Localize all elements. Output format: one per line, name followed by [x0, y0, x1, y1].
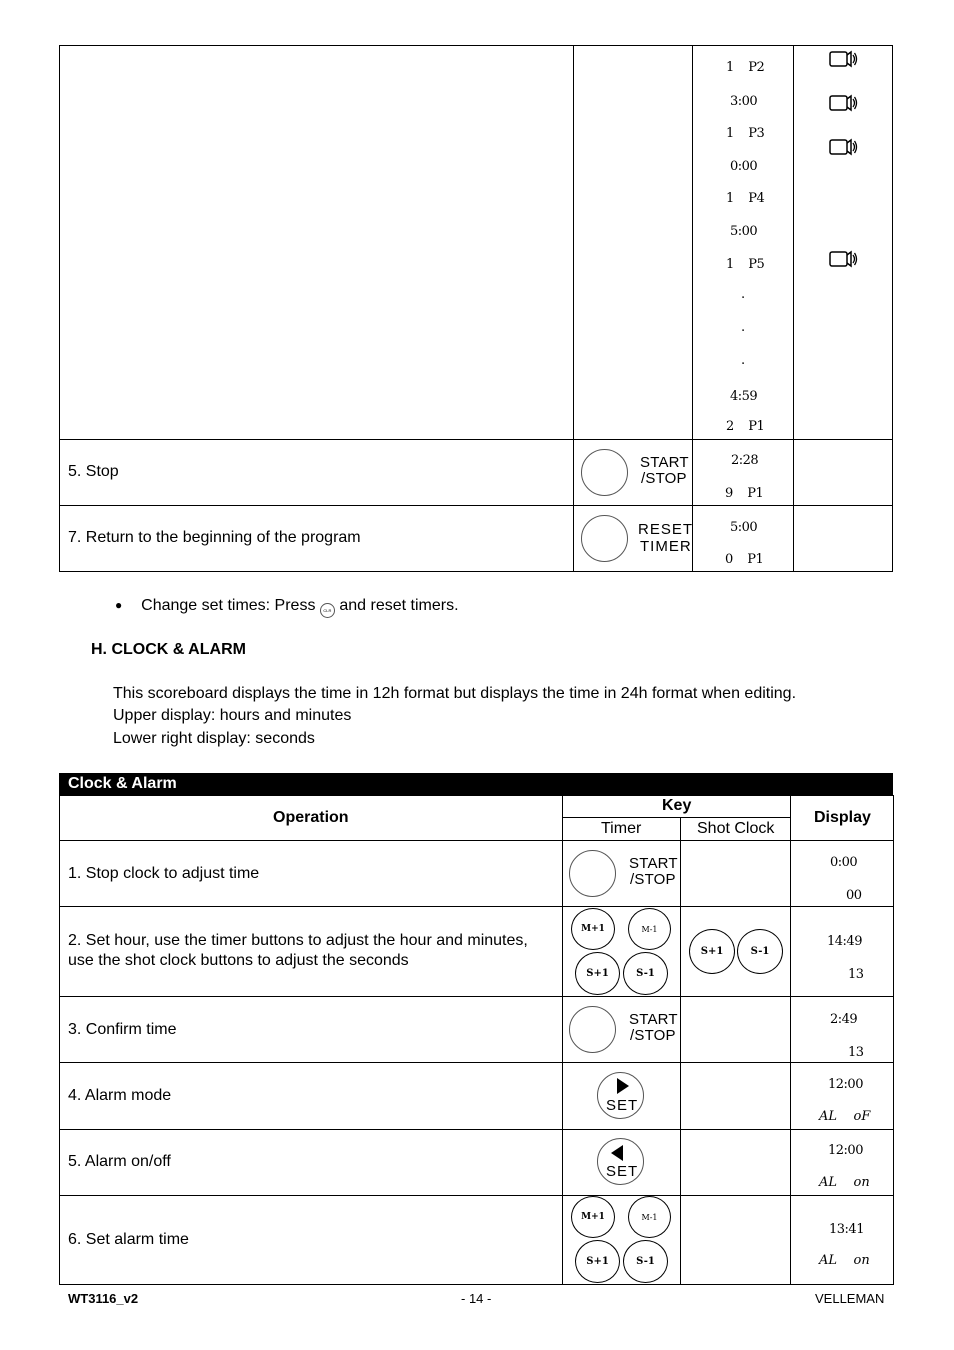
second-minus-button: S-1 — [623, 1240, 668, 1283]
display-value: 0 P1 — [725, 552, 764, 567]
header-display: Display — [814, 809, 871, 826]
bullet-text: Change set times: Press — [141, 597, 316, 614]
operation-text: 7. Return to the beginning of the program — [68, 529, 361, 546]
shot-second-plus-button: S+1 — [689, 929, 735, 974]
display-value: 9 P1 — [725, 486, 764, 501]
key-label: SET — [606, 1097, 639, 1114]
reset-timer-button — [581, 515, 628, 562]
bullet-text-after: and reset timers. — [339, 597, 459, 614]
footer-right: VELLEMAN — [815, 1291, 885, 1306]
display-value: . — [741, 320, 745, 335]
footer-left: WT3116_v2 — [68, 1291, 139, 1306]
operation-text: 5. Alarm on/off — [68, 1153, 171, 1170]
play-right-icon — [616, 1078, 630, 1094]
buzzer-icon — [829, 93, 859, 115]
key-label: /STOP — [630, 871, 676, 888]
second-minus-button: S-1 — [623, 952, 668, 995]
footer-page-number: - 14 - — [461, 1291, 492, 1306]
display-value: 3:00 — [730, 94, 758, 109]
key-label: /STOP — [641, 470, 687, 487]
operation-text: 1. Stop clock to adjust time — [68, 865, 260, 882]
display-value: 1 P2 — [726, 60, 765, 75]
buzzer-icon — [829, 137, 859, 159]
display-value: 2 P1 — [726, 419, 765, 434]
display-value: 13:41 — [829, 1222, 864, 1237]
display-value: 12:00 — [828, 1077, 863, 1092]
key-label: TIMER — [640, 538, 692, 555]
operation-text: 3. Confirm time — [68, 1021, 177, 1038]
start-stop-button — [569, 850, 616, 897]
display-value: . — [741, 287, 745, 302]
section-line: This scoreboard displays the time in 12h format but displays the time in 24h format when editing. — [113, 685, 797, 702]
key-label: START — [640, 454, 689, 471]
display-value: 14:49 — [827, 934, 862, 949]
key-label: START — [629, 855, 678, 872]
display-value: AL on — [819, 1175, 870, 1190]
key-label: SET — [606, 1163, 639, 1180]
display-value: 0:00 — [730, 159, 758, 174]
section-line: Lower right display: seconds — [113, 730, 315, 747]
shot-second-minus-button: S-1 — [737, 929, 783, 974]
display-value: 1 P5 — [726, 257, 765, 272]
second-plus-button: S+1 — [575, 952, 620, 995]
display-value: AL on — [819, 1253, 870, 1268]
display-value: AL oF — [819, 1109, 871, 1124]
buzzer-icon — [829, 249, 859, 271]
display-value: 13 — [848, 1045, 864, 1060]
header-timer: Timer — [601, 820, 642, 837]
operation-text: 4. Alarm mode — [68, 1087, 172, 1104]
display-value: 00 — [846, 888, 862, 903]
display-value: 13 — [848, 967, 864, 982]
display-value: 2:28 — [731, 453, 759, 468]
display-value: 0:00 — [830, 855, 858, 870]
display-value: . — [741, 353, 745, 368]
operation-text: 5. Stop — [68, 463, 119, 480]
header-operation: Operation — [273, 809, 349, 826]
bullet-item — [115, 596, 459, 618]
header-key: Key — [662, 797, 692, 814]
section-heading: H. CLOCK & ALARM — [91, 641, 246, 658]
key-label: START — [629, 1011, 678, 1028]
clear-button-icon: CLR — [320, 603, 335, 618]
table-title-bar — [59, 773, 893, 795]
display-value: 2:49 — [830, 1012, 858, 1027]
display-value: 4:59 — [730, 389, 758, 404]
bullet-dot: ● — [115, 598, 123, 612]
operation-text: 2. Set hour, use the timer buttons to adjust the hour and minutes, use the shot clock buttons to adjust the seconds — [68, 932, 528, 969]
second-plus-button: S+1 — [575, 1240, 620, 1283]
display-value: 1 P3 — [726, 126, 765, 141]
minute-minus-button: M-1 — [628, 1196, 671, 1238]
minute-plus-button: M+1 — [571, 908, 615, 950]
display-value: 5:00 — [730, 224, 758, 239]
minute-minus-button: M-1 — [628, 908, 671, 950]
display-value: 1 P4 — [726, 191, 765, 206]
section-line: Upper display: hours and minutes — [113, 707, 352, 724]
play-left-icon — [610, 1145, 624, 1161]
start-stop-button — [569, 1006, 616, 1053]
display-value: 12:00 — [828, 1143, 863, 1158]
display-value: 5:00 — [730, 520, 758, 535]
start-stop-button — [581, 449, 628, 496]
table-title: Clock & Alarm — [68, 775, 177, 792]
minute-plus-button: M+1 — [571, 1196, 615, 1238]
header-shot-clock: Shot Clock — [697, 820, 775, 837]
operation-text: 6. Set alarm time — [68, 1231, 189, 1248]
key-label: RESET — [638, 521, 694, 538]
key-label: /STOP — [630, 1027, 676, 1044]
buzzer-icon — [829, 49, 859, 71]
